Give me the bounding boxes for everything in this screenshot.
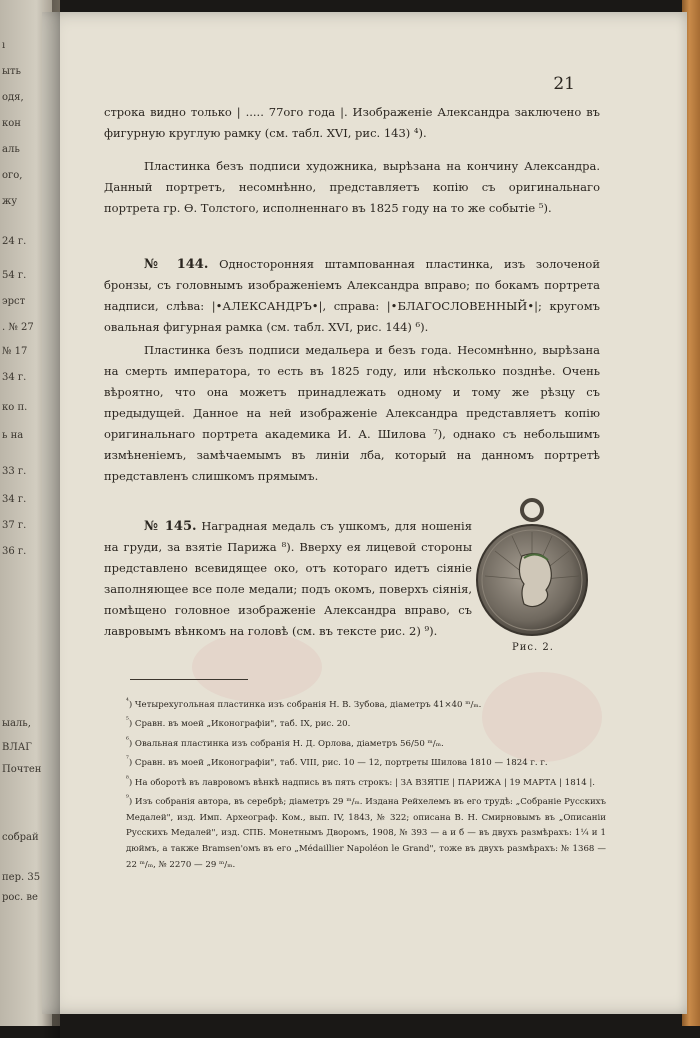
entry-number: № 144. bbox=[144, 257, 209, 272]
footnote: $^{^7}$) Сравн. въ моей „Иконографіи", таб. VIII, рис. 10 — 12, портреты Шилова 1810 — 1824 г. г. bbox=[126, 755, 548, 769]
entry-number: № 145. bbox=[144, 519, 197, 534]
left-page-fragment: 24 г. bbox=[2, 236, 27, 247]
gutter-shadow bbox=[42, 12, 60, 1038]
left-page-fragment: ВЛАГ bbox=[2, 742, 32, 753]
left-page-fragment: ı bbox=[2, 40, 6, 51]
left-page-fragment: ыть bbox=[2, 66, 21, 77]
entry-text: Наградная медаль съ ушкомъ, для ношенія на груди, за взятіе Парижа ⁸). Вверху ея лицевой стороны представлено всевидящее око, отъ котораго идетъ сіяніе заполняющее все поле медали; подъ окомъ, поверхъ сіянія, помѣщено головное изображеніе Александра вправо, съ лавровымъ вѣнкомъ на головѣ (см. въ тексте рис. 2) ⁹). bbox=[104, 519, 472, 638]
footnote: $^{^6}$) Овальная пластинка изъ собранія Н. Д. Орлова, діаметръ 56/50 ᵐ/ₘ. bbox=[126, 735, 444, 749]
footnote: $^{^4}$) Четырехугольная пластинка изъ собранія Н. В. Зубова, діаметръ 41×40 ᵐ/ₘ. bbox=[126, 697, 482, 710]
entry-text: Односторонняя штампованная пластинка, изъ золоченой бронзы, съ головнымъ изображеніемъ Александра вправо; по бокамъ портрета надписи, слѣва: |•АЛЕКСАНДРЪ•|, справа: |•БЛАГОСЛОВЕННЫЙ•|; кругомъ овальная фигурная рамка (см. табл. XVI, рис. 144) ⁶). bbox=[104, 257, 600, 334]
left-page-fragment: аль bbox=[2, 144, 20, 155]
left-page-fragment: ого, bbox=[2, 170, 23, 181]
left-page-fragment: 37 г. bbox=[2, 520, 27, 531]
entry-144 bbox=[104, 254, 600, 338]
left-page-fragment: жу bbox=[2, 196, 18, 207]
paragraph-1 bbox=[104, 102, 600, 144]
paragraph-4 bbox=[104, 340, 600, 487]
left-page-fragment: кон bbox=[2, 118, 21, 129]
right-page bbox=[42, 12, 687, 1014]
page-number: 21 bbox=[553, 74, 575, 94]
left-page-fragment: собрай bbox=[2, 832, 39, 843]
entry-145 bbox=[104, 516, 472, 642]
paragraph-text: Пластинка безъ подписи медальера и безъ года. Несомнѣнно, вырѣзана на смерть императора, то есть въ 1825 году, или нѣсколько позднѣе. Очень вѣроятно, что она можетъ принадлежать одному и тому же рѣзцу съ предыдущей. Данное на ней изображеніе Александра представляетъ копію оригинальнаго портрета академика И. А. Шилова ⁷), однако съ небольшимъ измѣненіемъ, замѣчаемымъ въ линіи лба, который на данномъ портретѣ представленъ слишкомъ прямымъ. bbox=[104, 343, 600, 483]
footnote: $^{^9}$) Изъ собранія автора, въ серебрѣ; діаметръ 29 ᵐ/ₘ. Издана Рейхелемъ въ его трудѣ: „Собраніе Русскихъ Медалей", изд. Имп. Археограф. Ком., вып. IV, 1843, № 322; описана В. Н. Смирновымъ въ „Описаніи Русскихъ Медалей", изд. СПБ. Монетнымъ Дворомъ, 1908, № 393 — а и б — въ двухъ размѣрахъ: 1¼ и 1 дюймъ, а также Bramsen'омъ въ его „Médaillier Napoléon le Grand", тоже въ двухъ размѣрахъ: № 1368 — 22 ᵐ/ₘ, № 2270 — 29 ᵐ/ₘ. bbox=[126, 794, 606, 870]
left-page-fragment: одя, bbox=[2, 92, 24, 103]
paragraph-text: строка видно только | ..... 77ого года |. Изображеніе Александра заключено въ фигурную круглую рамку (см. табл. XVI, рис. 143) ⁴). bbox=[104, 105, 600, 140]
left-page-fragment: 34 г. bbox=[2, 372, 27, 383]
left-page-fragment: 36 г. bbox=[2, 546, 27, 557]
paper-stain bbox=[192, 632, 322, 702]
footnote: $^{^5}$) Сравн. въ моей „Иконографіи", таб. IX, рис. 20. bbox=[126, 716, 351, 730]
left-page-fragment: ь на bbox=[2, 430, 24, 441]
left-page-fragment: ко п. bbox=[2, 402, 28, 413]
left-page-fragment: ыаль, bbox=[2, 718, 31, 729]
left-page-fragment: 54 г. bbox=[2, 270, 27, 281]
left-page-fragment: Почтен bbox=[2, 764, 42, 775]
left-page-fragment: . № 27 bbox=[2, 322, 34, 333]
left-page-fragment: № 17 bbox=[2, 346, 28, 357]
left-page-fragment: рос. ве bbox=[2, 892, 38, 903]
paragraph-text: Пластинка безъ подписи художника, вырѣзана на кончину Александра. Данный портретъ, несомнѣнно, представляетъ копію съ оригинальнаго портрета гр. Ѳ. Толстого, исполненнаго въ 1825 году на то же событіе ⁵). bbox=[104, 159, 600, 215]
medal-illustration bbox=[474, 496, 590, 646]
footnote: $^{^8}$) На оборотѣ въ лавровомъ вѣнкѣ надпись въ пять строкъ: | ЗА ВЗЯТІЕ | ПАРИЖА | 19 МАРТА | 1814 |. bbox=[126, 774, 596, 788]
paragraph-2 bbox=[104, 156, 600, 219]
left-page-fragment: пер. 35 bbox=[2, 872, 41, 883]
left-page-fragment: 34 г. bbox=[2, 494, 27, 505]
footnotes bbox=[126, 694, 606, 873]
figure-caption: Рис. 2. bbox=[512, 642, 554, 653]
left-page-fragment: эрст bbox=[2, 296, 26, 307]
left-page-fragment: 33 г. bbox=[2, 466, 27, 477]
footnote-divider bbox=[130, 679, 248, 680]
